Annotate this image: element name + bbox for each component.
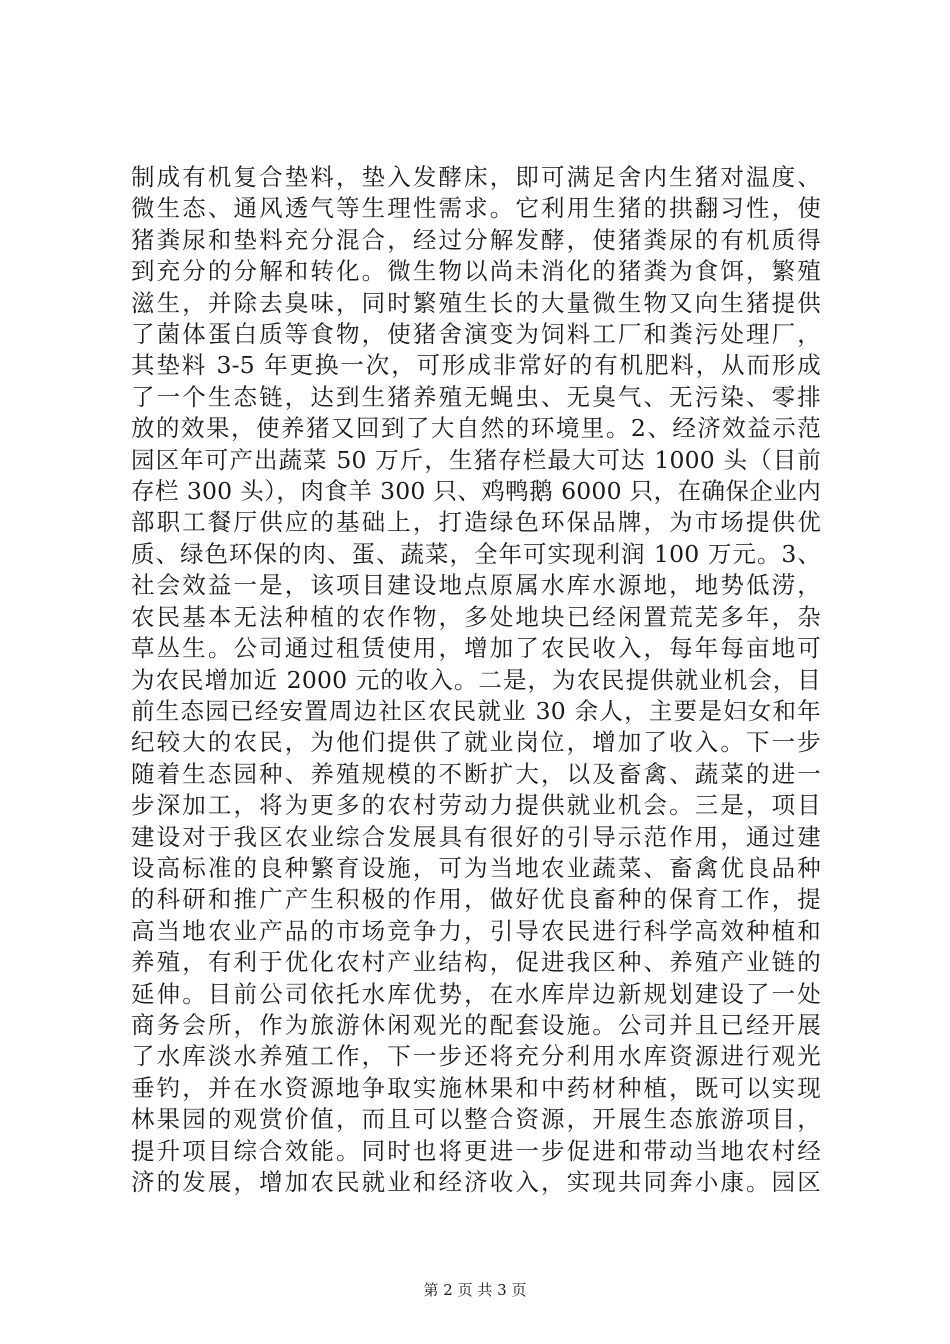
text-line: 建设对于我区农业综合发展具有很好的引导示范作用，通过建: [131, 822, 821, 851]
text-line: 猪粪尿和垫料充分混合，经过分解发酵，使猪粪尿的有机质得: [131, 225, 821, 254]
text-line: 延伸。目前公司依托水库优势，在水库岸边新规划建设了一处: [131, 979, 821, 1008]
text-line: 济的发展，增加农民就业和经济收入，实现共同奔小康。园区: [131, 1168, 821, 1196]
text-line: 制成有机复合垫料，垫入发酵床，即可满足舍内生猪对温度、: [131, 163, 821, 191]
text-line: 商务会所，作为旅游休闲观光的配套设施。公司并且已经开展: [131, 1010, 821, 1039]
text-line: 了水库淡水养殖工作，下一步还将充分利用水库资源进行观光: [131, 1042, 821, 1071]
text-line: 了菌体蛋白质等食物，使猪舍演变为饲料工厂和粪污处理厂，: [131, 320, 821, 349]
text-line: 社会效益一是，该项目建设地点原属水库水源地，地势低涝，: [131, 571, 821, 600]
text-line: 高当地农业产品的市场竞争力，引导农民进行科学高效种植和: [131, 916, 821, 945]
text-line: 园区年可产出蔬菜 50 万斤，生猪存栏最大可达 1000 头（目前: [131, 445, 821, 474]
body-paragraph: [131, 162, 821, 1198]
text-line: 垂钓，并在水资源地争取实施林果和中药材种植，既可以实现: [131, 1073, 821, 1102]
text-line: 林果园的观赏价值，而且可以整合资源，开展生态旅游项目，: [131, 1105, 821, 1134]
text-line: 农民基本无法种植的农作物，多处地块已经闲置荒芜多年，杂: [131, 602, 821, 631]
text-line: 养殖，有利于优化农村产业结构，促进我区种、养殖产业链的: [131, 948, 821, 977]
text-line: 微生态、通风透气等生理性需求。它利用生猪的拱翻习性，使: [131, 194, 821, 223]
text-line: 到充分的分解和转化。微生物以尚未消化的猪粪为食饵，繁殖: [131, 257, 821, 286]
page-footer: 第 2 页 共 3 页: [423, 1281, 527, 1299]
text-line: 了一个生态链，达到生猪养殖无蝇虫、无臭气、无污染、零排: [131, 382, 821, 411]
text-line: 纪较大的农民，为他们提供了就业岗位，增加了收入。下一步: [131, 728, 821, 757]
text-line: 提升项目综合效能。同时也将更进一步促进和带动当地农村经: [131, 1136, 821, 1165]
text-line: 随着生态园种、养殖规模的不断扩大，以及畜禽、蔬菜的进一: [131, 759, 821, 788]
text-line: 步深加工，将为更多的农村劳动力提供就业机会。三是，项目: [131, 791, 821, 820]
text-line: 其垫料 3-5 年更换一次，可形成非常好的有机肥料，从而形成: [131, 351, 821, 380]
text-line: 前生态园已经安置周边社区农民就业 30 余人，主要是妇女和年: [131, 696, 821, 725]
text-line: 草丛生。公司通过租赁使用，增加了农民收入，每年每亩地可: [131, 634, 821, 663]
text-line: 放的效果，使养猪又回到了大自然的环境里。2、经济效益示范: [131, 414, 821, 443]
text-line: 为农民增加近 2000 元的收入。二是，为农民提供就业机会，目: [131, 665, 821, 694]
text-line: 质、绿色环保的肉、蛋、蔬菜，全年可实现利润 100 万元。3、: [131, 539, 821, 568]
text-line: 的科研和推广产生积极的作用，做好优良畜种的保育工作，提: [131, 885, 821, 914]
text-line: 部职工餐厅供应的基础上，打造绿色环保品牌，为市场提供优: [131, 508, 821, 537]
text-line: 滋生，并除去臭味，同时繁殖生长的大量微生物又向生猪提供: [131, 288, 821, 317]
text-line: 存栏 300 头），肉食羊 300 只、鸡鸭鹅 6000 只，在确保企业内: [131, 477, 821, 506]
text-line: 设高标准的良种繁育设施，可为当地农业蔬菜、畜禽优良品种: [131, 853, 821, 882]
